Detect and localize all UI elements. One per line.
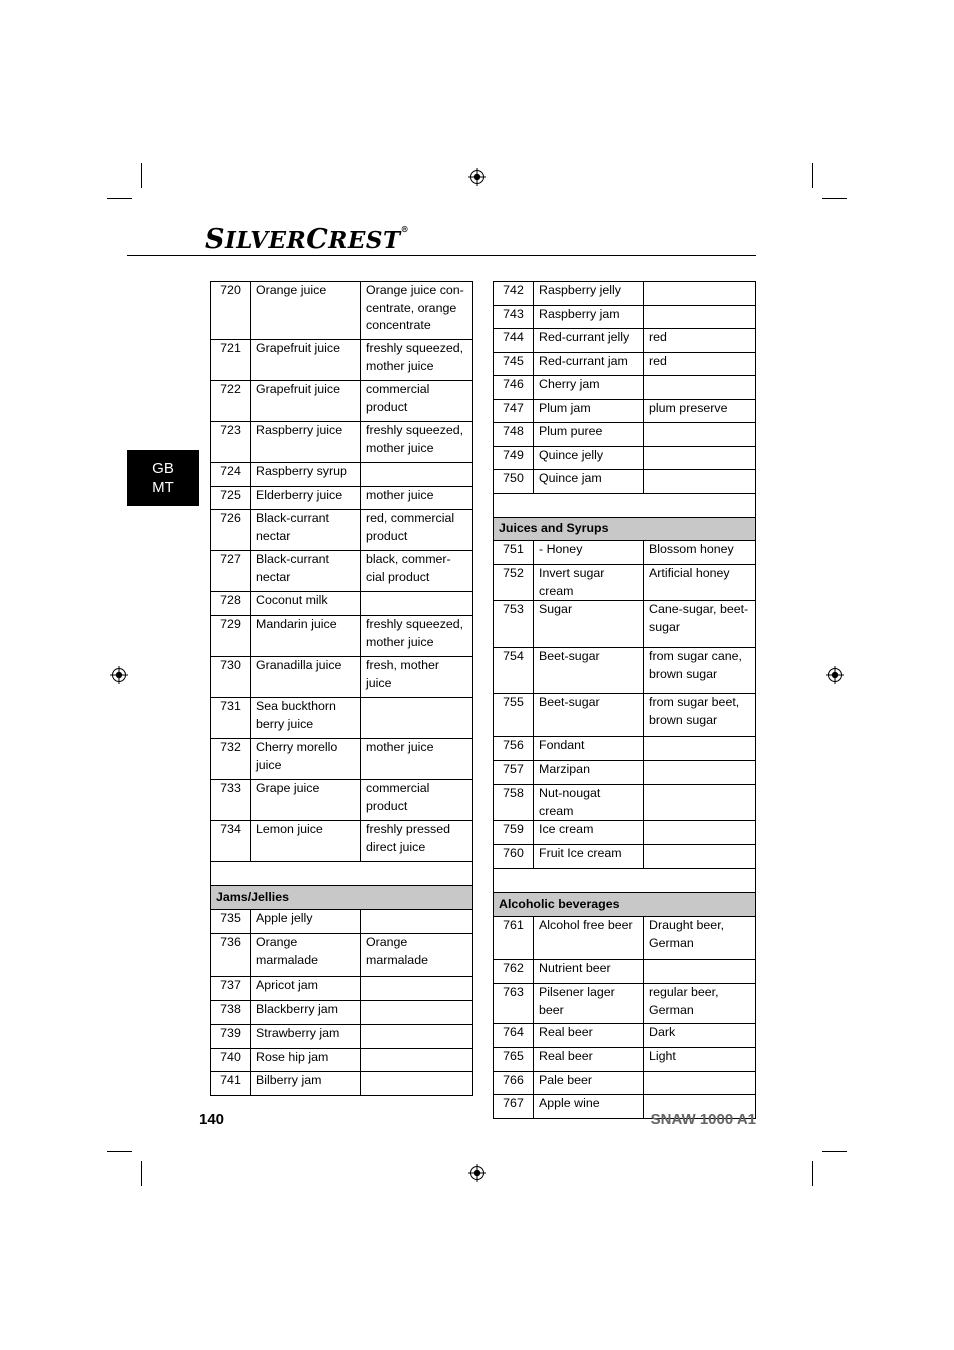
table-row [494, 984, 756, 1024]
food-name-cell: Black-currant nectar [251, 510, 361, 551]
section-header-row [494, 893, 756, 917]
table-row [494, 1048, 756, 1072]
code-cell: 752 [494, 565, 534, 601]
food-name-cell: Apple wine [534, 1095, 644, 1119]
description-cell: black, commer-cial product [361, 551, 473, 592]
food-name-cell: Marzipan [534, 761, 644, 785]
description-cell: Orange juice con-centrate, orange concentrate [361, 282, 473, 340]
code-cell: 749 [494, 447, 534, 470]
food-name-cell: Strawberry jam [251, 1025, 361, 1049]
description-cell: regular beer, German [644, 984, 756, 1024]
description-cell [644, 960, 756, 984]
code-cell: 734 [211, 821, 251, 862]
description-cell: Blossom honey [644, 541, 756, 565]
description-cell: freshly pressed direct juice [361, 821, 473, 862]
crop-mark [141, 1161, 142, 1186]
food-name-cell: Red-currant jam [534, 353, 644, 376]
description-cell [644, 282, 756, 306]
table-row [211, 510, 473, 551]
food-name-cell: Red-currant jelly [534, 329, 644, 353]
description-cell [644, 785, 756, 821]
table-row [211, 463, 473, 487]
code-cell: 737 [211, 977, 251, 1001]
code-cell: 763 [494, 984, 534, 1024]
table-row [211, 698, 473, 739]
registration-mark-icon [468, 168, 486, 186]
description-cell: mother juice [361, 487, 473, 510]
code-cell: 731 [211, 698, 251, 739]
table-row [211, 282, 473, 340]
description-cell [644, 376, 756, 400]
food-name-cell: Bilberry jam [251, 1072, 361, 1096]
table-row [211, 616, 473, 657]
description-cell [644, 1072, 756, 1095]
crop-mark [812, 1161, 813, 1186]
food-name-cell: Elderberry juice [251, 487, 361, 510]
code-cell: 730 [211, 657, 251, 698]
section-title: Juices and Syrups [494, 518, 756, 541]
food-name-cell: Cherry jam [534, 376, 644, 400]
table-row [494, 960, 756, 984]
description-cell [361, 463, 473, 487]
food-name-cell: Apple jelly [251, 910, 361, 934]
blank-row [211, 862, 473, 886]
description-cell: Cane-sugar, beet-sugar [644, 601, 756, 648]
food-name-cell: Raspberry juice [251, 422, 361, 463]
language-code-mt: MT [152, 479, 174, 496]
description-cell [361, 698, 473, 739]
description-cell [361, 592, 473, 616]
description-cell [644, 737, 756, 761]
code-cell: 744 [494, 329, 534, 353]
code-cell: 761 [494, 917, 534, 960]
registration-mark-icon [110, 666, 128, 684]
table-row [494, 329, 756, 353]
section-title: Jams/Jellies [211, 886, 473, 910]
description-cell: red [644, 329, 756, 353]
code-cell: 729 [211, 616, 251, 657]
table-row [494, 423, 756, 447]
code-cell: 742 [494, 282, 534, 306]
blank-cell [494, 494, 756, 518]
food-name-cell: Granadilla juice [251, 657, 361, 698]
table-row [211, 780, 473, 821]
language-tab [127, 450, 199, 506]
table-row [494, 648, 756, 694]
food-code-table-left [210, 281, 473, 1096]
blank-cell [211, 862, 473, 886]
code-cell: 738 [211, 1001, 251, 1025]
food-name-cell: Beet-sugar [534, 694, 644, 737]
description-cell [644, 306, 756, 329]
table-row [494, 306, 756, 329]
food-name-cell: Ice cream [534, 821, 644, 845]
description-cell: red, commercial product [361, 510, 473, 551]
code-cell: 760 [494, 845, 534, 869]
food-name-cell: Quince jelly [534, 447, 644, 470]
table-row [211, 657, 473, 698]
food-name-cell: Pilsener lager beer [534, 984, 644, 1024]
code-cell: 764 [494, 1024, 534, 1048]
description-cell: plum preserve [644, 400, 756, 423]
food-name-cell: Orange marmalade [251, 934, 361, 977]
table-row [494, 541, 756, 565]
table-row [211, 739, 473, 780]
crop-mark [107, 1151, 132, 1152]
table-row [211, 487, 473, 510]
food-name-cell: Quince jam [534, 470, 644, 494]
code-cell: 733 [211, 780, 251, 821]
table-row [211, 1072, 473, 1096]
table-row [494, 282, 756, 306]
language-code-gb: GB [152, 460, 174, 477]
code-cell: 748 [494, 423, 534, 447]
table-row [211, 1025, 473, 1049]
blank-cell [494, 869, 756, 893]
food-name-cell: Invert sugar cream [534, 565, 644, 601]
code-cell: 759 [494, 821, 534, 845]
description-cell [361, 1001, 473, 1025]
description-cell: freshly squeezed, mother juice [361, 616, 473, 657]
description-cell: Orange marmalade [361, 934, 473, 977]
food-name-cell: Plum jam [534, 400, 644, 423]
code-cell: 751 [494, 541, 534, 565]
code-cell: 756 [494, 737, 534, 761]
code-cell: 757 [494, 761, 534, 785]
description-cell [361, 977, 473, 1001]
description-cell: from sugar cane, brown sugar [644, 648, 756, 694]
table-row [211, 422, 473, 463]
table-row [211, 821, 473, 862]
code-cell: 720 [211, 282, 251, 340]
table-row [211, 551, 473, 592]
table-row [211, 1049, 473, 1072]
food-name-cell: Sugar [534, 601, 644, 648]
description-cell: fresh, mother juice [361, 657, 473, 698]
crop-mark [822, 198, 847, 199]
food-name-cell: Grapefruit juice [251, 381, 361, 422]
code-cell: 725 [211, 487, 251, 510]
section-header-row [494, 518, 756, 541]
code-cell: 721 [211, 340, 251, 381]
description-cell [644, 821, 756, 845]
code-cell: 739 [211, 1025, 251, 1049]
crop-mark [141, 163, 142, 188]
table-row [494, 845, 756, 869]
table-row [211, 934, 473, 977]
description-cell [361, 1025, 473, 1049]
table-row [494, 400, 756, 423]
food-name-cell: Fondant [534, 737, 644, 761]
table-row [211, 977, 473, 1001]
table-row [494, 694, 756, 737]
food-name-cell: Mandarin juice [251, 616, 361, 657]
code-cell: 762 [494, 960, 534, 984]
table-row [494, 470, 756, 494]
food-name-cell: Blackberry jam [251, 1001, 361, 1025]
blank-row [494, 494, 756, 518]
description-cell: Artificial honey [644, 565, 756, 601]
code-cell: 746 [494, 376, 534, 400]
food-name-cell: - Honey [534, 541, 644, 565]
description-cell: from sugar beet, brown sugar [644, 694, 756, 737]
table-row [494, 737, 756, 761]
food-name-cell: Raspberry jam [534, 306, 644, 329]
code-cell: 723 [211, 422, 251, 463]
food-name-cell: Plum puree [534, 423, 644, 447]
table-row [494, 821, 756, 845]
food-name-cell: Black-currant nectar [251, 551, 361, 592]
code-cell: 727 [211, 551, 251, 592]
table-row [211, 1001, 473, 1025]
code-cell: 735 [211, 910, 251, 934]
crop-mark [812, 163, 813, 188]
table-row [494, 761, 756, 785]
registration-mark-icon [468, 1164, 486, 1182]
code-cell: 754 [494, 648, 534, 694]
food-name-cell: Pale beer [534, 1072, 644, 1095]
page-number: 140 [199, 1111, 225, 1128]
food-name-cell: Fruit Ice cream [534, 845, 644, 869]
code-cell: 722 [211, 381, 251, 422]
food-name-cell: Coconut milk [251, 592, 361, 616]
description-cell: red [644, 353, 756, 376]
model-number: SNAW 1000 A1 [650, 1111, 756, 1128]
blank-row [494, 869, 756, 893]
food-name-cell: Beet-sugar [534, 648, 644, 694]
code-cell: 755 [494, 694, 534, 737]
code-cell: 765 [494, 1048, 534, 1072]
section-header-row [211, 886, 473, 910]
food-name-cell: Grapefruit juice [251, 340, 361, 381]
food-name-cell: Nut-nougat cream [534, 785, 644, 821]
code-cell: 732 [211, 739, 251, 780]
code-cell: 747 [494, 400, 534, 423]
description-cell [361, 1049, 473, 1072]
description-cell [361, 1072, 473, 1096]
description-cell [644, 761, 756, 785]
table-row [211, 340, 473, 381]
header-rule [127, 255, 756, 256]
description-cell [644, 423, 756, 447]
code-cell: 736 [211, 934, 251, 977]
code-cell: 750 [494, 470, 534, 494]
code-cell: 724 [211, 463, 251, 487]
table-row [211, 910, 473, 934]
section-title: Alcoholic beverages [494, 893, 756, 917]
brand-logo: SILVERCREST® [205, 224, 410, 255]
table-row [494, 1024, 756, 1048]
code-cell: 741 [211, 1072, 251, 1096]
description-cell: Light [644, 1048, 756, 1072]
code-cell: 767 [494, 1095, 534, 1119]
table-row [211, 592, 473, 616]
code-cell: 758 [494, 785, 534, 821]
description-cell [644, 447, 756, 470]
registration-mark-icon [826, 666, 844, 684]
crop-mark [822, 1151, 847, 1152]
description-cell: mother juice [361, 739, 473, 780]
food-name-cell: Lemon juice [251, 821, 361, 862]
code-cell: 726 [211, 510, 251, 551]
food-code-table-right [493, 281, 756, 1119]
food-name-cell: Grape juice [251, 780, 361, 821]
crop-mark [107, 198, 132, 199]
food-name-cell: Apricot jam [251, 977, 361, 1001]
table-row [494, 565, 756, 601]
table-row [494, 353, 756, 376]
description-cell: freshly squeezed, mother juice [361, 422, 473, 463]
code-cell: 740 [211, 1049, 251, 1072]
description-cell [361, 910, 473, 934]
table-row [494, 785, 756, 821]
description-cell [644, 845, 756, 869]
table-row [494, 447, 756, 470]
food-name-cell: Rose hip jam [251, 1049, 361, 1072]
code-cell: 753 [494, 601, 534, 648]
code-cell: 743 [494, 306, 534, 329]
table-row [494, 376, 756, 400]
code-cell: 728 [211, 592, 251, 616]
description-cell: freshly squeezed, mother juice [361, 340, 473, 381]
description-cell: Draught beer, German [644, 917, 756, 960]
food-name-cell: Orange juice [251, 282, 361, 340]
table-row [494, 1072, 756, 1095]
food-name-cell: Raspberry jelly [534, 282, 644, 306]
food-name-cell: Nutrient beer [534, 960, 644, 984]
code-cell: 745 [494, 353, 534, 376]
table-row [494, 917, 756, 960]
food-name-cell: Alcohol free beer [534, 917, 644, 960]
food-name-cell: Real beer [534, 1024, 644, 1048]
description-cell: commercial product [361, 780, 473, 821]
table-row [494, 601, 756, 648]
description-cell [644, 470, 756, 494]
food-name-cell: Raspberry syrup [251, 463, 361, 487]
description-cell: Dark [644, 1024, 756, 1048]
code-cell: 766 [494, 1072, 534, 1095]
food-name-cell: Sea buckthorn berry juice [251, 698, 361, 739]
table-row [211, 381, 473, 422]
food-name-cell: Real beer [534, 1048, 644, 1072]
description-cell: commercial product [361, 381, 473, 422]
food-name-cell: Cherry morello juice [251, 739, 361, 780]
